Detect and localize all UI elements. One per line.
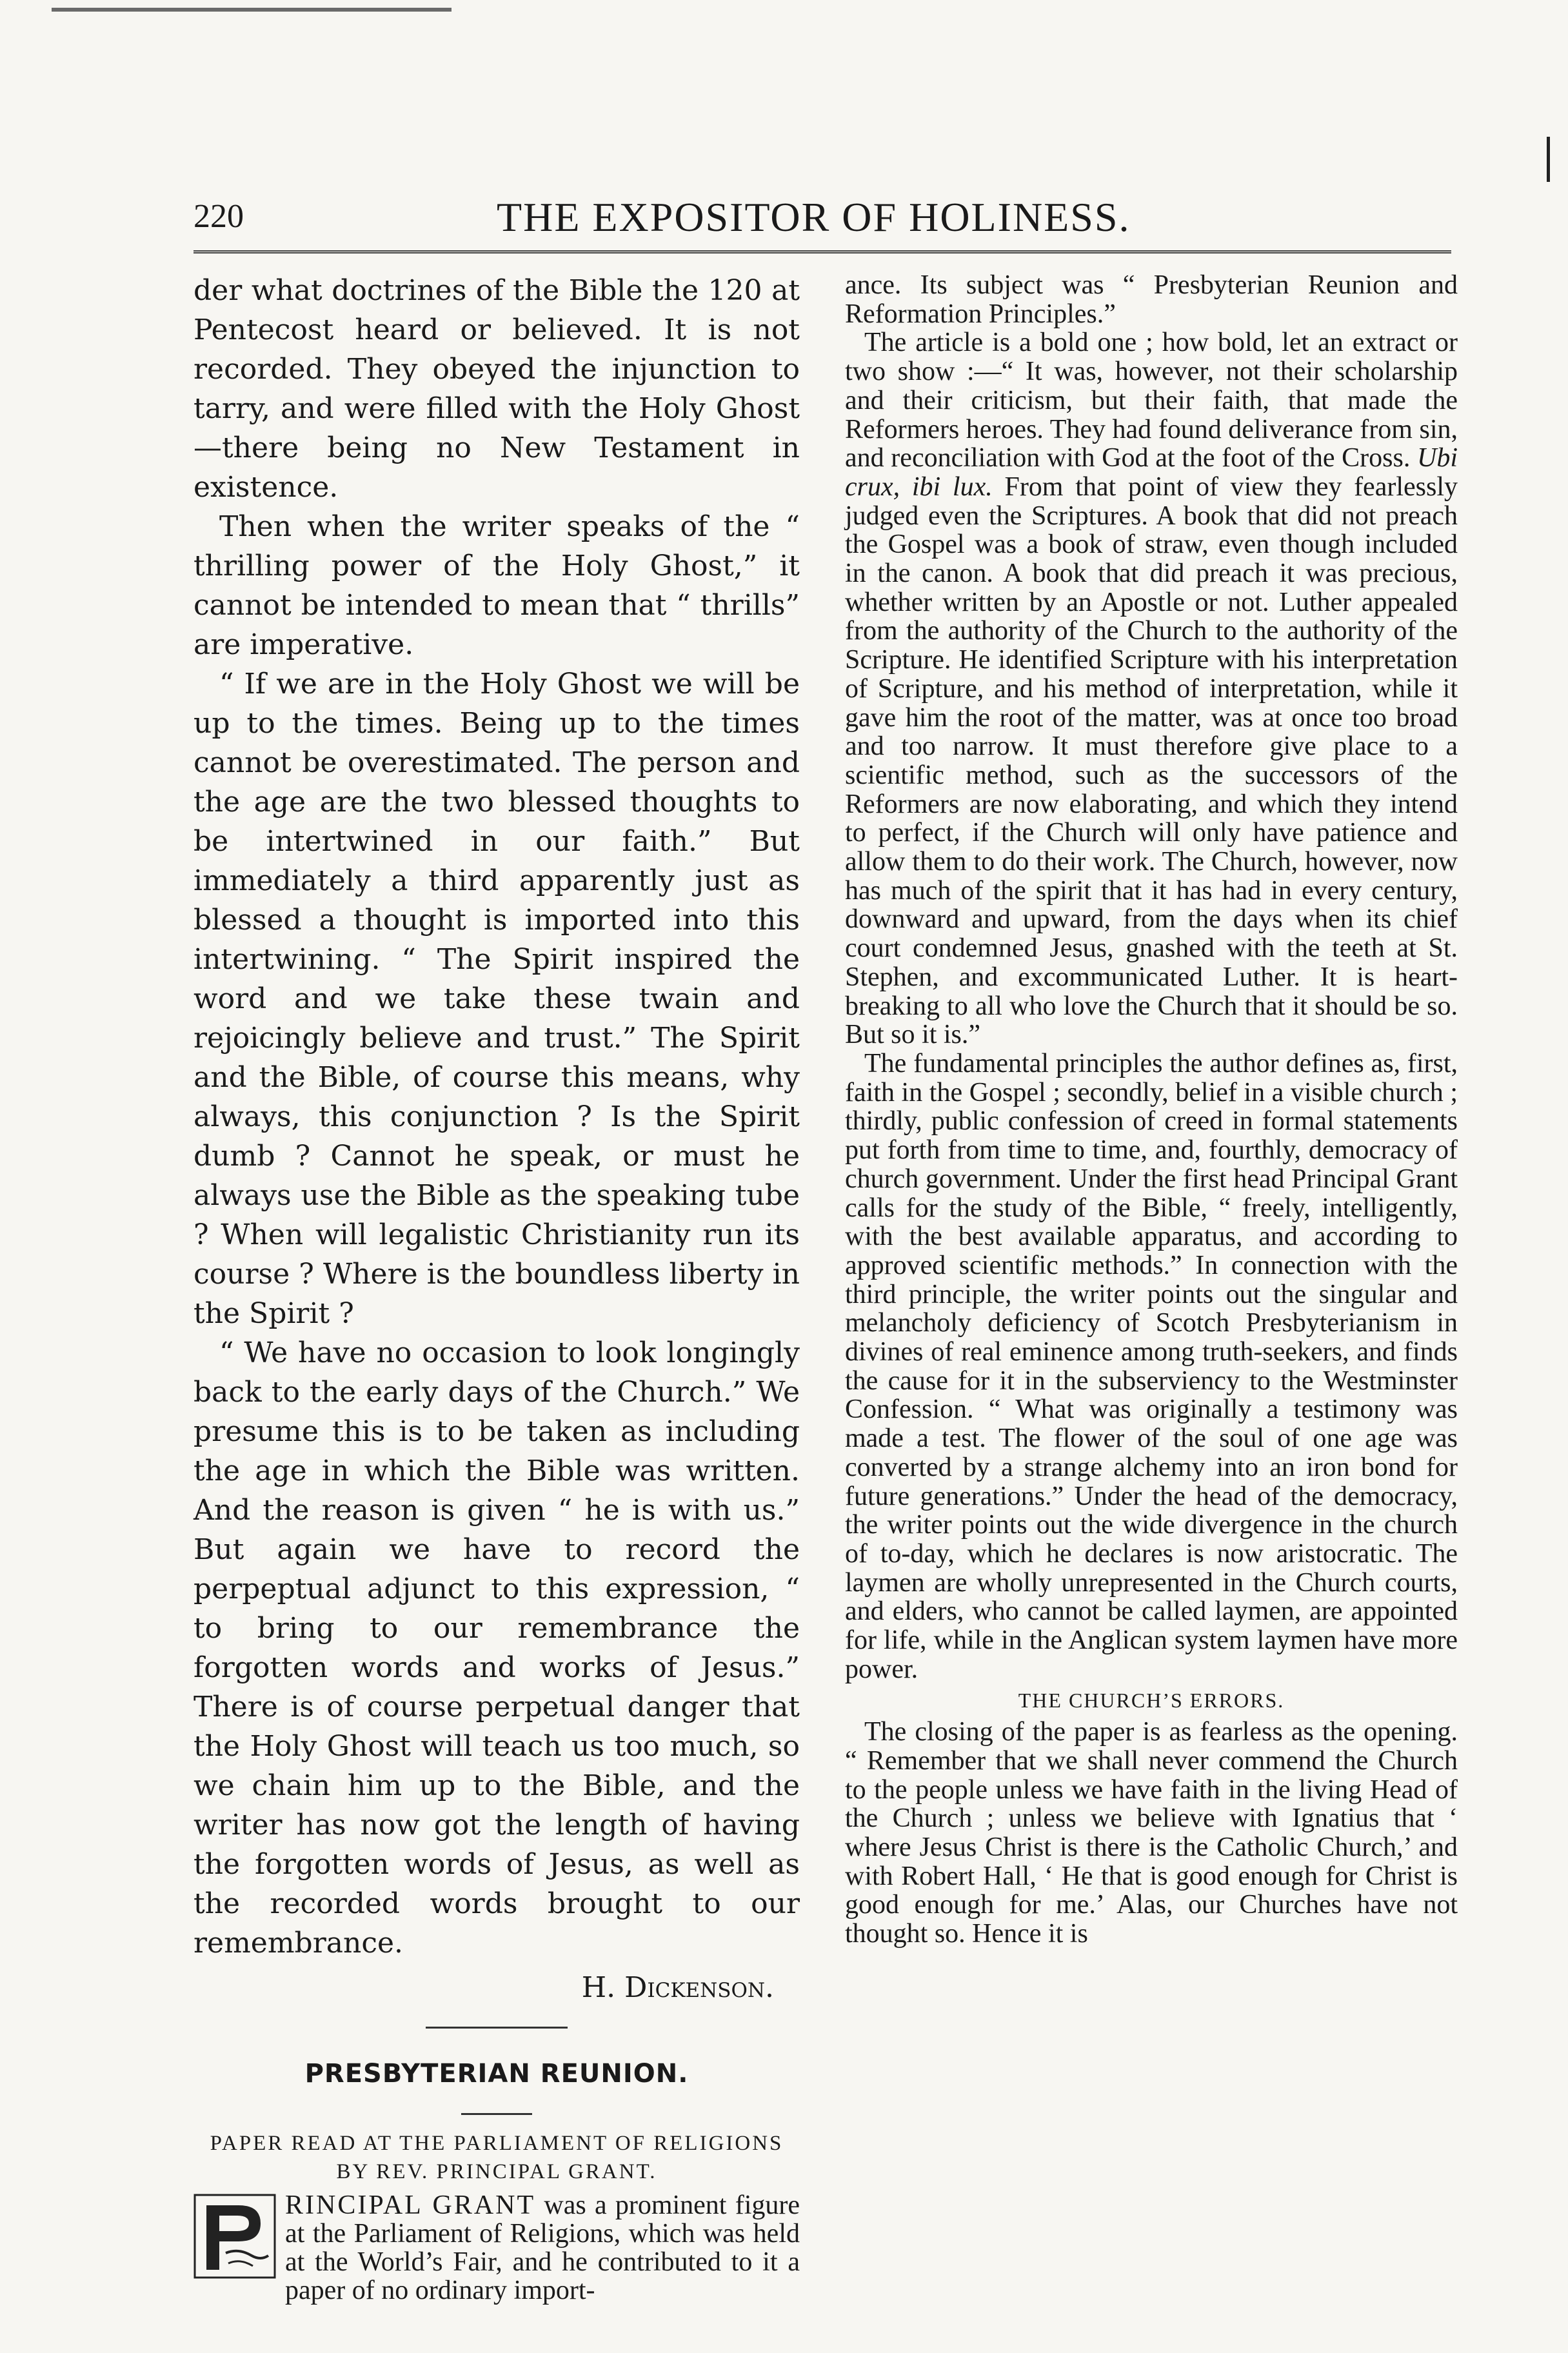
right-column [845, 271, 1458, 1949]
paragraph: der what doctrines of the Bible the 120 at Pentecost heard or believed. It is not recorded. They obeyed the injunction to tarry, and were filled with the Holy Ghost —there being no New Testament in existence. [194, 274, 800, 504]
intro-caps: RINCIPAL GRANT [285, 2190, 536, 2220]
margin-mark [1547, 137, 1550, 182]
text-run: The article is a bold one ; how bold, let an extract or two show :—“ It was, however, not their scholarship and their criticism, but their faith, that made the Reformers heroes. They had found deliverance from sin, and reconciliation with God at the foot of the Cross. [845, 328, 1458, 473]
section-divider [426, 2027, 568, 2029]
paragraph: The fundamental principles the author defines as, first, faith in the Gospel ; secondly, belief in a visible church ; thirdly, public confession of creed in formal statements put forth from time to time, and, fourthly, democracy of church government. Under the first head Principal Grant calls for the study of the Bible, “ freely, intelligently, with the best available apparatus, and according to approved scientific methods.” In connection with the third principle, the writer points out the singular and melancholy deficiency of Scotch Presbyterianism in divines of real eminence among truth-seekers, and finds the cause for it in the subserviency to the Westminster Confession. “ What was originally a testimony was made a test. The flower of the soul of one age was converted by a strange alchemy into an iron bond for future generations.” Under the head of the democracy, the writer points out the wide divergence in the church of to-day, which he declares is now aristocratic. The laymen are wholly unrepresented in the Church courts, and elders, who cannot be called laymen, are appointed for life, while in the Anglican system laymen have more power. [845, 1048, 1458, 1684]
top-edge-rule [52, 8, 452, 12]
paragraph: Then when the writer speaks of the “ thrilling power of the Holy Ghost,” it cannot be intended to mean that “ thrills” are imperative. [194, 510, 800, 661]
ornamental-p-icon [194, 2194, 276, 2279]
subsection-heading: THE CHURCH’S ERRORS. [1018, 1689, 1285, 1713]
intro-text: was a prominent figure at the Parliament of Religions, which was held at the World’s Fair, and he contributed to it a paper of no ordinary import- [285, 2190, 800, 2305]
left-column [194, 271, 800, 2305]
drop-cap [194, 2194, 276, 2279]
latin-phrase: Ubi crux, ibi lux. [845, 443, 1458, 502]
paragraph: The closing of the paper is as fearless as the opening. “ Remember that we shall never commend the Church to the people unless we have faith in the living Head of the Church ; unless we believe with Ignatius that ‘ where Jesus Christ is there is the Catholic Church,’ and with Robert Hall, ‘ He that is good enough for Christ is good enough for me.’ Alas, our Churches have not thought so. Hence it is [845, 1717, 1458, 1949]
intro-paragraph [194, 2191, 800, 2305]
paragraph [845, 328, 1458, 1049]
paragraph: “ We have no occasion to look longingly back to the early days of the Church.” We presume this is to be taken as including the age in which the Bible was written. And the reason is given “ he is with us.” But again we have to record the perpeptual adjunct to this expression, “ to bring to our remembrance the forgotten words and works of Jesus.” There is of course perpetual danger that the Holy Ghost will teach us too much, so we chain him up to the Bible, and the writer has now got the length of having the forgotten words of Jesus, as well as the recorded words brought to our remembrance. [194, 1336, 800, 1960]
paragraph: ance. Its subject was “ Presbyterian Reunion and Reformation Principles.” [845, 270, 1458, 329]
title-divider [461, 2113, 532, 2115]
page-header [194, 194, 1451, 245]
article-title: PRESBYTERIAN REUNION. [304, 2059, 689, 2089]
paragraph: “ If we are in the Holy Ghost we will be up to the times. Being up to the times cannot be overestimated. The person and the age are the two blessed thoughts to be intertwined in our faith.” But immediately a third apparently just as blessed a thought is imported into this intertwining. “ The Spirit inspired the word and we take these twain and rejoicingly believe and trust.” The Spirit and the Bible, of course this means, why always, this conjunction ? Is the Spirit dumb ? Cannot he speak, or must he always use the Bible as the speaking tube ? When will legalistic Christianity run its course ? Where is the boundless liberty in the Spirit ? [194, 668, 800, 1330]
header-rule [194, 250, 1451, 253]
author-signature: H. Dickenson. [581, 1971, 774, 2004]
text-run: From that point of view they fearlessly judged even the Scriptures. A book that did not preach the Gospel was a book of straw, even though included in the canon. A book that did preach it was precious, whether written by an Apostle or not. Luther appealed from the authority of the Church to the authority of the Scripture. He identified Scripture with his interpretation of Scripture, and his method of interpretation, while it gave him the root of the matter, was at once too broad and too narrow. It must therefore give place to a scientific method, such as the successors of the Reformers are now elaborating, and which they intend to perfect, if the Church will only have patience and allow them to do their work. The Church, however, now has much of the spirit that it has had in every century, downward and upward, from the days when its chief court condemned Jesus, gnashed with the teeth at St. Stephen, and excommunicated Luther. It is heart-breaking to all who love the Church that it should be so. But so it is.” [845, 472, 1458, 1050]
article-subtitle: PAPER READ AT THE PARLIAMENT OF RELIGIONS BY REV. PRINCIPAL GRANT. [210, 2132, 784, 2183]
running-head: THE EXPOSITOR OF HOLINESS. [497, 194, 1131, 240]
page-number: 220 [194, 198, 244, 235]
